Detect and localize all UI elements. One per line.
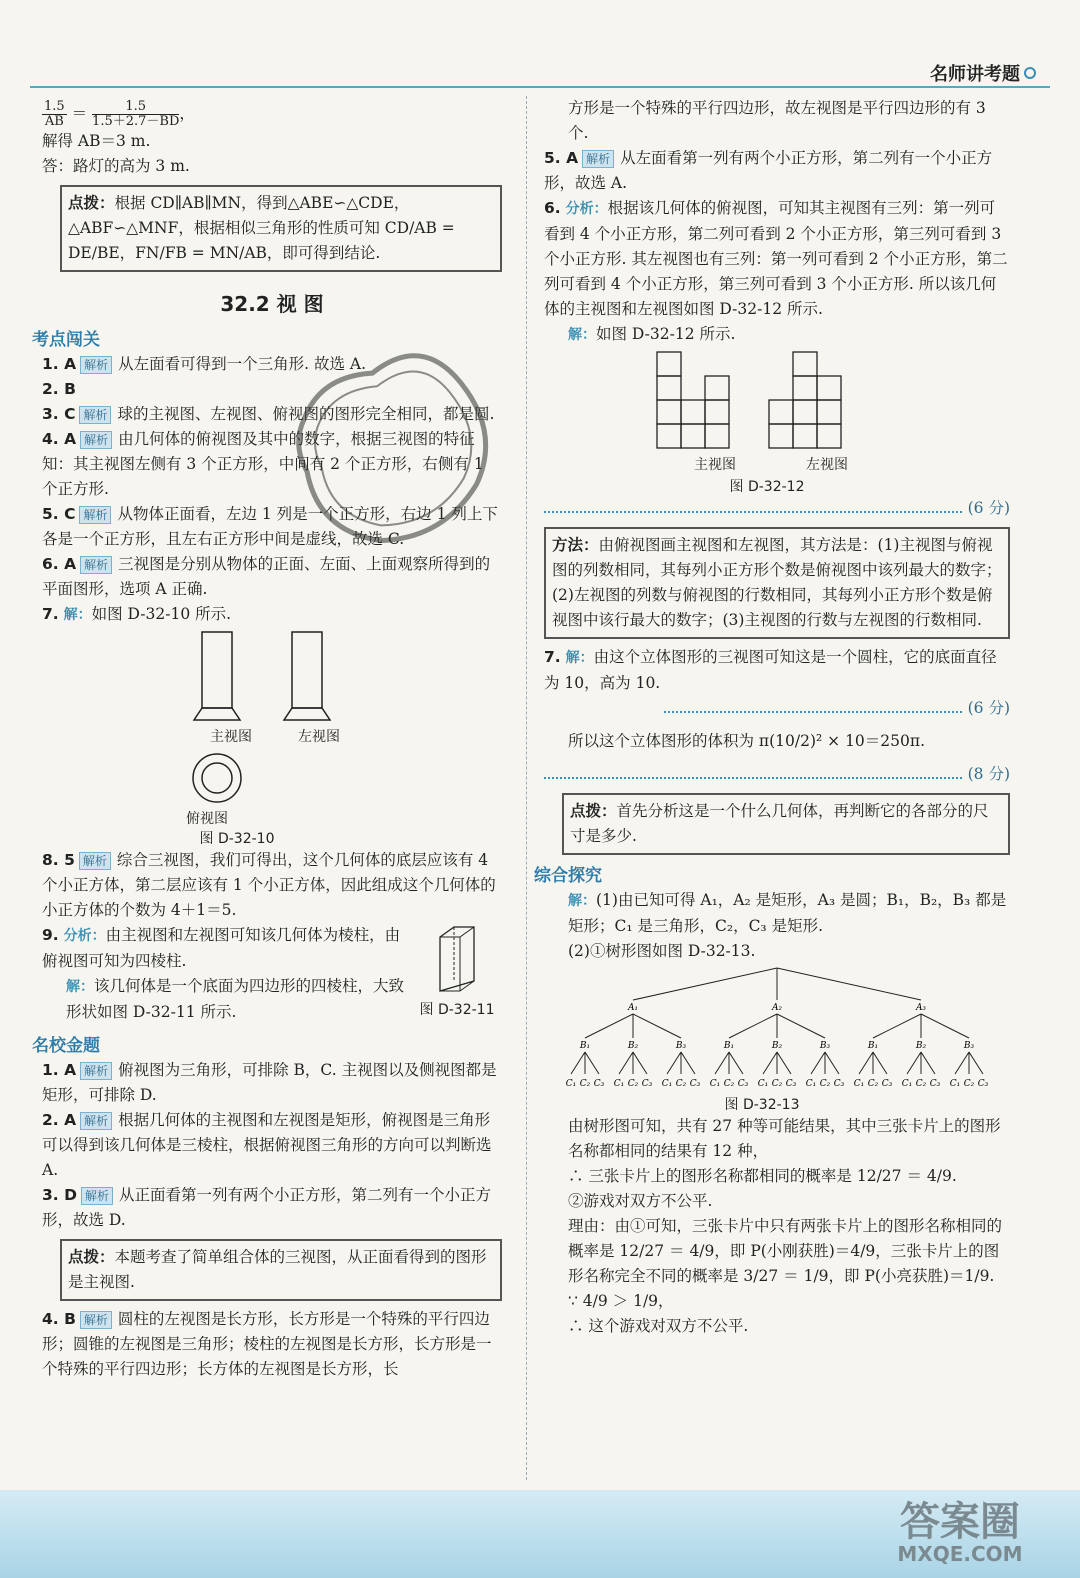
tree-node: C₂	[771, 1079, 783, 1089]
score-line: (6 分)	[544, 696, 1010, 721]
tip-text: 根据 CD∥AB∥MN，得到△ABE∽△CDE，△ABF∽△MNF，根据相似三角形的性质可知 CD/AB = DE/BE，FN/FB = MN/AB，即可得到结论.	[68, 194, 455, 262]
tree-node: C₃	[881, 1079, 893, 1089]
list-item: 1. A 解析 俯视图为三角形，可排除 B，C. 主视图以及侧视图都是矩形，可排除 D.	[42, 1061, 497, 1104]
solution-line: (2)①树形图如图 D-32-13.	[568, 942, 756, 960]
page-header	[30, 60, 1050, 88]
solution-line: 解：(1)由已知可得 A₁，A₂ 是矩形，A₃ 是圆；B₁，B₂，B₃ 都是矩形；C₁ 是三角形，C₂，C₃ 是矩形.	[568, 891, 1007, 935]
figure-d-32-10	[172, 628, 372, 808]
tree-node: B₁	[723, 1041, 735, 1051]
tree-branch	[921, 1014, 969, 1038]
tree-node: C₁	[901, 1079, 913, 1089]
tree-node: B₃	[819, 1041, 831, 1051]
section-mingxiao: 名校金题	[32, 1036, 100, 1056]
tree-branch	[585, 1052, 599, 1074]
list-item: 5. A 解析 从左面看第一列有两个小正方形，第二列有一个小正方形，故选 A.	[544, 149, 993, 192]
tree-node: A₂	[771, 1003, 783, 1013]
paragraph: ∴ 这个游戏对双方不公平.	[568, 1317, 749, 1335]
tip-box-3: 点拨：首先分析这是一个什么几何体，再判断它的各部分的尺寸是多少.	[562, 793, 1010, 855]
tree-node: C₁	[709, 1079, 721, 1089]
tree-node: C₂	[579, 1079, 591, 1089]
tip-box-2: 点拨：本题考查了简单组合体的三视图，从正面看得到的图形是主视图.	[60, 1239, 502, 1301]
paragraph: ∴ 三张卡片上的图形名称都相同的概率是 12/27 ＝ 4/9.	[568, 1167, 957, 1185]
solution-line: 解：如图 D-32-12 所示.	[568, 325, 736, 343]
tree-node: C₂	[627, 1079, 639, 1089]
tree-node: C₃	[641, 1079, 653, 1089]
tree-branch	[585, 1014, 633, 1038]
paragraph: ②游戏对双方不公平.	[568, 1192, 713, 1210]
prism-figure	[432, 923, 482, 995]
solve-line: 解得 AB＝3 m.	[42, 132, 151, 150]
tree-node: A₃	[915, 1003, 927, 1013]
paragraph: 由树形图可知，共有 27 种等可能结果，其中三张卡片上的图形名称都相同的结果有 12 种，	[568, 1117, 1001, 1160]
tree-branch	[729, 1014, 777, 1038]
tree-node: C₁	[853, 1079, 865, 1089]
tree-branch	[763, 1052, 777, 1074]
tree-branch	[777, 968, 921, 1000]
list-item: 3. C 解析 球的主视图、左视图、俯视图的图形完全相同，都是圆.	[42, 405, 495, 423]
tree-branch	[633, 1052, 647, 1074]
tree-node: C₃	[737, 1079, 749, 1089]
list-item: 1. A 解析 从左面看可得到一个三角形. 故选 A.	[42, 355, 366, 373]
tree-diagram-d-32-13	[565, 964, 989, 1094]
tree-branch	[777, 1014, 825, 1038]
top-equation: $\frac{1.5}{AB}$ ＝ $\frac{1.5}{1.5+2.7-BD}$ ，	[44, 99, 195, 129]
list-item: 4. A 解析 由几何体的俯视图及其中的数字，根据三视图的特征知：其主视图左侧有 3 个正方形，中间有 2 个正方形，右侧有 1 个正方形.	[42, 430, 484, 498]
tree-node: C₃	[977, 1079, 989, 1089]
tree-branch	[955, 1052, 969, 1074]
tree-node: C₃	[929, 1079, 941, 1089]
tree-node: B₂	[915, 1041, 927, 1051]
figure-d-32-12	[647, 348, 907, 452]
tree-branch	[811, 1052, 825, 1074]
tree-node: C₂	[915, 1079, 927, 1089]
paragraph: 理由：由①可知，三张卡片中只有两张卡片上的图形名称相同的概率是 12/27 ＝ 4/9，即 P(小刚获胜)＝4/9，三张卡片上的图形名称完全不同的概率是 3/27 ＝ 1/9，即 P(小亮获胜)＝1/9.	[568, 1217, 1003, 1285]
tree-node: A₁	[627, 1003, 639, 1013]
tree-node: C₁	[757, 1079, 769, 1089]
answer-line: 答：路灯的高为 3 m.	[42, 157, 190, 175]
tree-node: B₃	[963, 1041, 975, 1051]
tree-branch	[859, 1052, 873, 1074]
tree-branch	[907, 1052, 921, 1074]
figure-caption: 图 D-32-11	[419, 1002, 495, 1018]
tree-branch	[681, 1052, 695, 1074]
tree-branch	[825, 1052, 839, 1074]
tree-branch	[873, 1014, 921, 1038]
tree-node: C₁	[805, 1079, 817, 1089]
front-view-label: 主视图	[210, 729, 252, 745]
tree-node: B₃	[675, 1041, 687, 1051]
column-divider	[526, 96, 528, 1480]
list-item: 7. 解：由这个立体图形的三视图可知这是一个圆柱，它的底面直径为 10，高为 10.	[544, 648, 997, 692]
tip-label: 点拨：	[68, 194, 115, 212]
left-view-label: 左视图	[806, 457, 848, 473]
score-line: (6 分)	[544, 496, 1010, 521]
list-item: 4. B 解析 圆柱的左视图是长方形，长方形是一个特殊的平行四边形；圆锥的左视图是三角形；棱柱的左视图是长方形，长方形是一个特殊的平行四边形；长方体的左视图是长方形，长	[42, 1310, 492, 1378]
watermark-logo: 答案圈 MXQE.COM	[897, 1499, 1023, 1566]
header-title: 名师讲考题	[930, 64, 1020, 85]
method-box: 方法：由俯视图画主视图和左视图，其方法是：(1)主视图与俯视图的列数相同，其每列小正方形个数是俯视图中该列最大的数字；(2)左视图的列数与俯视图的行数相同，其每列小正方形个数是俯视图中该行最大的数字；(3)主视图的行数与左视图的行数相同.	[544, 527, 1010, 639]
continued-text: 方形是一个特殊的平行四边形，故左视图是平行四边形的有 3 个.	[568, 99, 986, 142]
tree-branch	[715, 1052, 729, 1074]
list-item: 5. C 解析 从物体正面看，左边 1 列是一个正方形，右边 1 列上下各是一个正方形，且左右正方形中间是虚线，故选 C.	[42, 505, 498, 548]
tree-node: B₁	[579, 1041, 591, 1051]
tree-node: C₂	[675, 1079, 687, 1089]
tree-branch	[873, 1052, 887, 1074]
tree-node: C₂	[867, 1079, 879, 1089]
tree-node: C₃	[785, 1079, 797, 1089]
top-view-label: 俯视图	[186, 811, 228, 827]
header-dot-icon	[1024, 67, 1036, 79]
tree-node: C₂	[963, 1079, 975, 1089]
section-zonghe: 综合探究	[534, 866, 602, 886]
volume-line: 所以这个立体图形的体积为 π(10/2)² × 10＝250π.	[568, 732, 925, 750]
tree-branch	[571, 1052, 585, 1074]
paragraph: ∵ 4/9 ＞ 1/9，	[568, 1292, 674, 1310]
list-item: 2. B	[42, 380, 76, 398]
tree-node: C₁	[661, 1079, 673, 1089]
score-line: (8 分)	[544, 762, 1010, 787]
tree-branch	[619, 1052, 633, 1074]
list-item: 7. 解：如图 D-32-10 所示.	[42, 605, 232, 623]
front-view-label: 主视图	[694, 457, 736, 473]
tree-branch	[969, 1052, 983, 1074]
item-9: 9. 分析：由主视图和左视图可知该几何体为棱柱，由俯视图可知为四棱柱. 解：该几何体是一个底面为四边形的四棱柱，大致形状如图 D-32-11 所示. 图 D-32-11	[42, 923, 502, 1025]
tree-node: C₃	[593, 1079, 605, 1089]
list-item: 6. A 解析 三视图是分别从物体的正面、左面、上面观察所得到的平面图形，选项 A 正确.	[42, 555, 491, 598]
figure-caption: 图 D-32-10	[199, 831, 275, 847]
list-item: 6. 分析：根据该几何体的俯视图，可知其主视图有三列：第一列可看到 4 个小正方形，第二列可看到 2 个小正方形，第三列可看到 3 个小正方形. 其左视图也有三列：第一列可看到 2 个小正方形，第二列可看到 4 个小正方形，第三列可看到 3 个小正方形. 所以该几何体的主视图和左视图如图 D-32-12 所示.	[544, 199, 1008, 318]
tree-branch	[777, 1052, 791, 1074]
tree-node: C₂	[723, 1079, 735, 1089]
figure-caption: 图 D-32-12	[729, 479, 805, 495]
tree-node: C₃	[833, 1079, 845, 1089]
tree-node: B₁	[867, 1041, 879, 1051]
tree-branch	[667, 1052, 681, 1074]
tree-node: C₃	[689, 1079, 701, 1089]
tree-node: B₂	[627, 1041, 639, 1051]
tip-box-1	[60, 185, 502, 272]
left-view-label: 左视图	[298, 729, 340, 745]
tree-node: B₂	[771, 1041, 783, 1051]
tree-branch	[921, 1052, 935, 1074]
tree-branch	[633, 968, 777, 1000]
right-column	[534, 96, 1010, 1339]
chapter-title: 32.2 视 图	[220, 292, 324, 316]
left-column	[32, 96, 502, 1382]
tree-node: C₂	[819, 1079, 831, 1089]
tree-branch	[633, 1014, 681, 1038]
tree-node: C₁	[565, 1079, 577, 1089]
tree-branch	[729, 1052, 743, 1074]
list-item: 3. D 解析 从正面看第一列有两个小正方形，第二列有一个小正方形，故选 D.	[42, 1186, 491, 1229]
tree-node: C₁	[613, 1079, 625, 1089]
section-kaodian: 考点闯关	[32, 330, 100, 350]
tree-node: C₁	[949, 1079, 961, 1089]
figure-caption: 图 D-32-13	[724, 1097, 800, 1113]
list-item: 8. 5 解析 综合三视图，我们可得出，这个几何体的底层应该有 4 个小正方体，第二层应该有 1 个小正方体，因此组成这个几何体的小正方体的个数为 4＋1＝5.	[42, 851, 496, 919]
list-item: 2. A 解析 根据几何体的主视图和左视图是矩形，俯视图是三角形可以得到该几何体是三棱柱，根据俯视图三角形的方向可以判断选 A.	[42, 1111, 492, 1179]
